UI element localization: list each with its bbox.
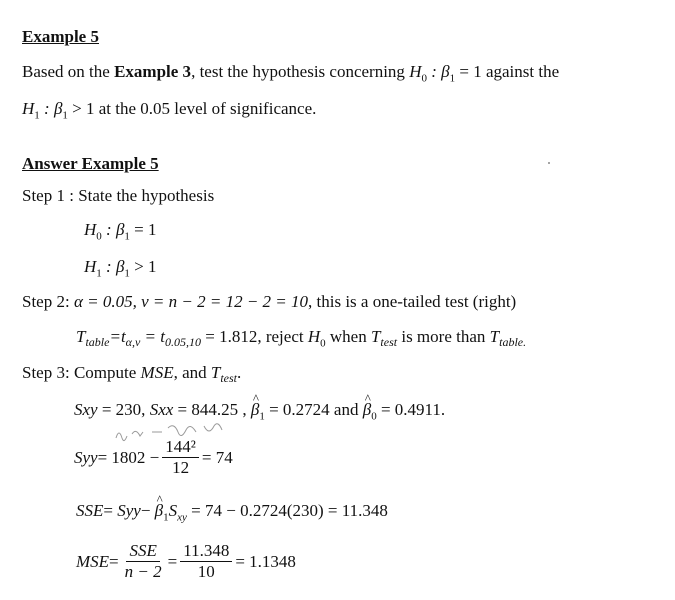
syy-eq: = 1802 − <box>97 447 160 467</box>
mse-lhs: MSE <box>76 551 110 571</box>
mse-eq2: = <box>167 551 178 571</box>
intro-h1-tail: > 1 at the 0.05 level of significance. <box>67 99 317 118</box>
example-title: Example 5 <box>22 27 99 46</box>
intro-line-2 <box>22 99 317 122</box>
step2-t-sub: α,ν <box>125 335 141 349</box>
mse-denominator: n − 2 <box>124 562 162 581</box>
step3-syy <box>74 438 233 477</box>
sse-minus: − <box>140 501 155 520</box>
step2-t-table-sub: table <box>85 335 110 349</box>
given-beta1: ^ β <box>251 400 259 420</box>
sse-result: = 74 − 0.2724(230) = 11.348 <box>186 501 388 520</box>
given-text-b: = 844.25 , <box>173 400 251 419</box>
step1-h1-sub: 1 <box>96 267 102 280</box>
mse-numerator: SSE <box>126 542 159 562</box>
given-sxx: Sxx <box>149 400 174 419</box>
step2-label: Step 2: <box>22 292 74 311</box>
sse-eq: = <box>103 501 118 520</box>
given-text-d: = 0.4911. <box>376 400 446 419</box>
given-text-a: = 230, <box>97 400 150 419</box>
step2-t-table: T <box>76 327 86 346</box>
intro-h0: H <box>409 62 422 81</box>
intro-reference: Example 3 <box>114 62 192 81</box>
intro-h1-sub: 1 <box>34 109 40 122</box>
mse-denominator-2: 10 <box>197 562 215 581</box>
mse-result: = 1.1348 <box>235 551 296 571</box>
intro-h0-beta: : β <box>426 62 450 81</box>
intro-h1: H <box>22 99 35 118</box>
sse-s-sub: xy <box>177 511 187 524</box>
step1-h1-beta-sub: 1 <box>124 267 130 280</box>
mse-fraction-2 <box>180 542 232 581</box>
step2-t-test-sub: test <box>380 335 398 349</box>
mse-fraction <box>122 542 165 581</box>
sse-s: S <box>168 501 178 520</box>
step2-t-test: T <box>370 327 381 346</box>
step1-h1-tail: > 1 <box>129 257 157 276</box>
step2-reject-h-sub: 0 <box>320 337 326 350</box>
step1-h1-beta: : β <box>101 257 125 276</box>
step2-t-table2: T <box>489 327 500 346</box>
stray-dot <box>548 162 550 164</box>
given-sxy: Sxy <box>74 400 98 419</box>
step1-h0-tail: = 1 <box>129 220 157 239</box>
step1-h0-h: H <box>84 220 97 239</box>
step1-h1-h: H <box>84 257 97 276</box>
intro-text-b: , test the hypothesis concerning <box>191 62 410 81</box>
sse-lhs: SSE <box>76 501 104 520</box>
given-beta1-sub: 1 <box>259 410 265 423</box>
intro-line-1 <box>22 62 560 85</box>
given-beta0: ^ β <box>363 400 371 420</box>
sse-beta: ^ β <box>155 501 163 521</box>
intro-h1-beta-sub: 1 <box>62 109 68 122</box>
intro-text-a: Based on the <box>22 62 115 81</box>
step3-label <box>22 363 241 386</box>
step2-value: = 1.812 <box>201 327 258 346</box>
step2-reject: , reject <box>257 327 308 346</box>
step1-h0-beta-sub: 1 <box>124 230 130 243</box>
step1-h0-beta: : β <box>101 220 125 239</box>
syy-numerator: 144² <box>162 438 199 458</box>
step2-when: when <box>325 327 371 346</box>
step2-more: is more than <box>397 327 490 346</box>
step3-sse <box>76 501 388 524</box>
mse-eq: = <box>109 551 119 571</box>
step1-h0 <box>84 220 157 243</box>
mse-numerator-2: 11.348 <box>180 542 232 562</box>
syy-denominator: 12 <box>172 458 190 477</box>
step2-t2-sub: 0.05,10 <box>165 335 201 349</box>
step2-line-2 <box>76 327 526 350</box>
intro-h1-beta: : β <box>39 99 63 118</box>
given-beta0-sub: 0 <box>371 410 377 423</box>
syy-fraction <box>162 438 199 477</box>
step2-eq2: = t <box>140 327 165 346</box>
given-text-c: = 0.2724 and <box>264 400 363 419</box>
step1-label: Step 1 : State the hypothesis <box>22 186 215 205</box>
intro-h0-sub: 0 <box>421 72 427 85</box>
step2-line-1 <box>22 292 516 312</box>
step2-eq: =t <box>109 327 126 346</box>
step2-rest: , this is a one-tailed test (right) <box>308 292 517 311</box>
step3-given-values <box>74 400 446 423</box>
intro-h0-beta-sub: 1 <box>449 72 456 85</box>
step3-t-test-sub: test <box>220 371 238 385</box>
step3-label-b: , and <box>173 363 211 382</box>
sse-syy: Syy <box>117 501 141 520</box>
sse-beta-sub: 1 <box>163 511 169 524</box>
step3-label-a: Step 3: Compute <box>22 363 141 382</box>
step2-t-table2-sub: table. <box>499 335 527 349</box>
intro-h0-tail: = 1 against the <box>455 62 560 81</box>
answer-title: Answer Example 5 <box>22 154 159 173</box>
step2-alpha: α = 0.05 <box>73 292 133 311</box>
syy-lhs: Syy <box>74 447 98 467</box>
step1-h0-sub: 0 <box>96 230 102 243</box>
step3-mse: MSE <box>140 363 174 382</box>
step3-mse <box>76 542 296 581</box>
step2-nu: , ν = n − 2 = 12 − 2 = 10 <box>132 292 309 311</box>
step1-h1 <box>84 257 157 280</box>
step3-label-c: . <box>237 363 242 382</box>
step2-reject-h: H <box>307 327 321 346</box>
syy-result: = 74 <box>201 447 233 467</box>
step3-t-test: T <box>210 363 221 382</box>
